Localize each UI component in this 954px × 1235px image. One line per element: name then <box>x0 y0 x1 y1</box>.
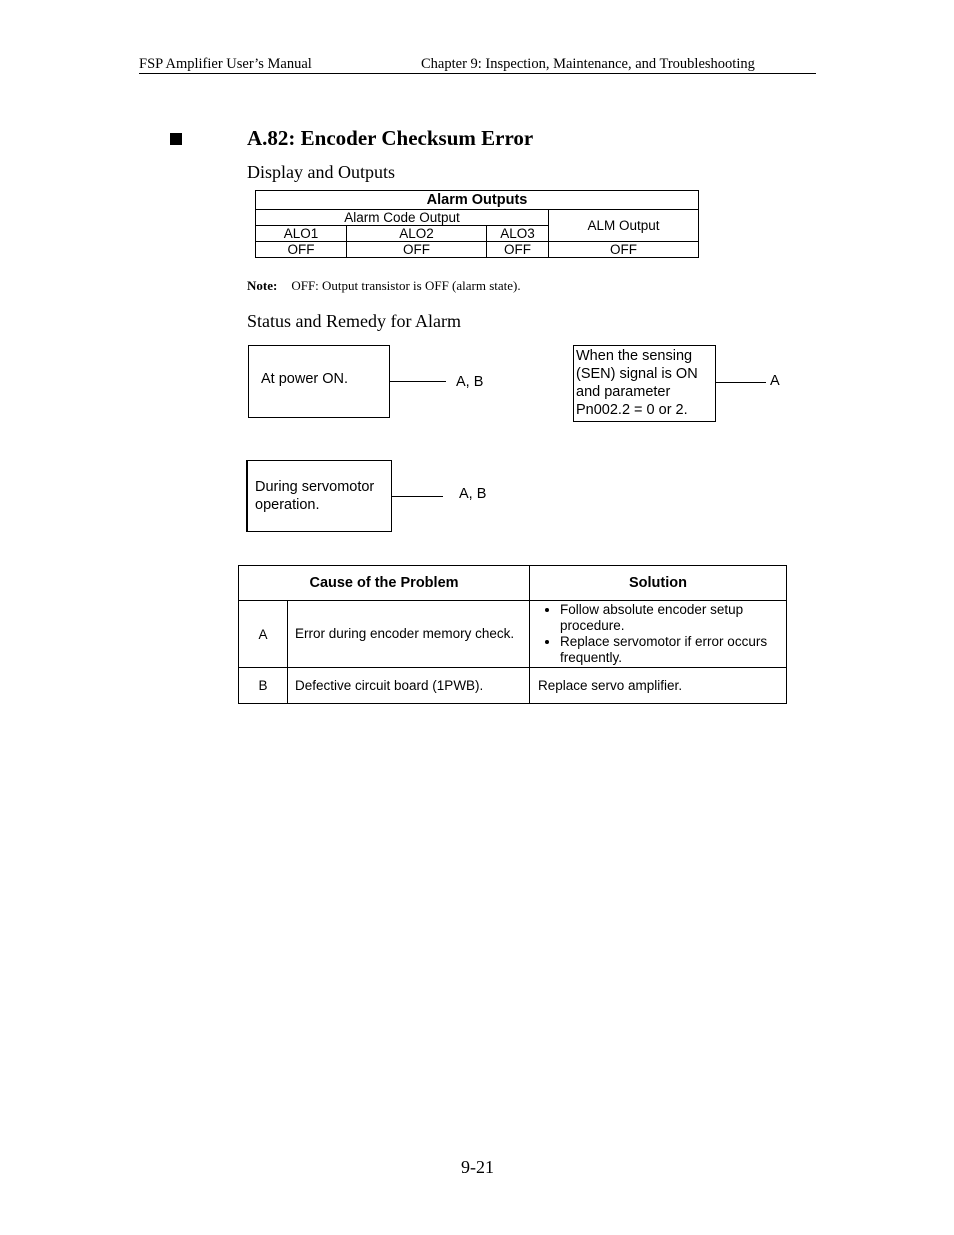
alarm-code-output-header: Alarm Code Output <box>256 210 549 226</box>
status-box-power-on <box>248 345 390 418</box>
status-box-text: During servomotor operation. <box>255 479 375 513</box>
alm-output-header: ALM Output <box>549 210 699 242</box>
alarm-outputs-table <box>255 190 699 258</box>
alo2-value: OFF <box>347 242 487 258</box>
note-text: OFF: Output transistor is OFF (alarm state). <box>291 278 521 293</box>
section-title: A.82: Encoder Checksum Error <box>247 126 534 150</box>
solution-text: Replace servo amplifier. <box>530 668 787 704</box>
cause-text: Error during encoder memory check. <box>288 601 530 668</box>
display-outputs-heading: Display and Outputs <box>247 162 395 182</box>
alm-output-value: OFF <box>549 242 699 258</box>
connector-line <box>716 382 766 383</box>
status-box-servomotor-operation <box>246 460 392 532</box>
solution-list <box>538 602 785 666</box>
cause-letter: B <box>239 668 288 704</box>
status-remedy-heading: Status and Remedy for Alarm <box>247 311 461 331</box>
note-label: Note: <box>247 278 278 293</box>
connector-line <box>390 381 446 382</box>
status-box-text: When the sensing (SEN) signal is ON and parameter Pn002.2 = 0 or 2. <box>576 348 698 418</box>
status-causes-label: A, B <box>456 374 484 390</box>
header-chapter-title: Chapter 9: Inspection, Maintenance, and Troubleshooting <box>421 56 755 72</box>
connector-line <box>392 496 443 497</box>
cause-solution-table <box>238 565 787 704</box>
page-number: 9-21 <box>461 1157 494 1177</box>
status-box-text: At power ON. <box>261 371 349 387</box>
status-causes-label: A <box>770 373 780 389</box>
table-row <box>239 668 787 704</box>
cause-header: Cause of the Problem <box>239 566 530 601</box>
table-row <box>239 601 787 668</box>
square-bullet-icon <box>170 133 182 145</box>
solution-header: Solution <box>530 566 787 601</box>
header-manual-title: FSP Amplifier User’s Manual <box>139 56 312 72</box>
list-item: • Replace servomotor if error occurs frequently. <box>560 634 785 666</box>
status-causes-label: A, B <box>459 486 487 502</box>
solution-cell <box>530 601 787 668</box>
cause-text: Defective circuit board (1PWB). <box>288 668 530 704</box>
alo1-value: OFF <box>256 242 347 258</box>
list-item: • Follow absolute encoder setup procedure. <box>560 602 785 634</box>
alarm-outputs-title: Alarm Outputs <box>256 191 699 210</box>
alo2-header: ALO2 <box>347 226 487 242</box>
note <box>247 278 521 294</box>
cause-letter: A <box>239 601 288 668</box>
alo3-value: OFF <box>487 242 549 258</box>
status-box-sen-signal <box>573 345 716 422</box>
alo1-header: ALO1 <box>256 226 347 242</box>
alo3-header: ALO3 <box>487 226 549 242</box>
header-rule <box>139 73 816 74</box>
